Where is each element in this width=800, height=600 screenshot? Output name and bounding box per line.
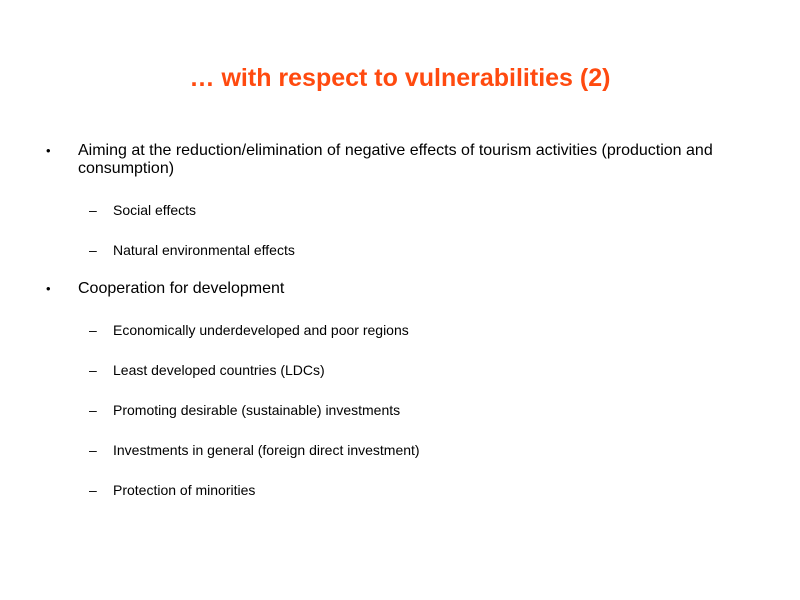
sub-bullet-text: Least developed countries (LDCs) — [113, 362, 325, 378]
sub-bullet-item — [89, 401, 769, 419]
sub-bullet-item — [89, 241, 769, 259]
sub-bullet-text: Social effects — [113, 202, 197, 218]
sub-bullet-text: Natural environmental effects — [113, 242, 295, 258]
sub-bullet-item — [89, 201, 769, 219]
sub-bullet-text: Investments in general (foreign direct investment) — [113, 442, 420, 458]
sub-bullet-text: Economically underdeveloped and poor regions — [113, 322, 409, 338]
bullet-icon: • — [46, 281, 51, 296]
dash-icon: – — [89, 242, 97, 258]
bullet-text: Cooperation for development — [78, 280, 285, 297]
dash-icon: – — [89, 362, 97, 378]
slide-title: … with respect to vulnerabilities (2) — [189, 64, 611, 92]
sub-bullet-text: Protection of minorities — [113, 482, 256, 498]
bullet-item — [46, 142, 766, 178]
sub-bullet-item — [89, 481, 769, 499]
dash-icon: – — [89, 322, 97, 338]
sub-bullet-item — [89, 441, 769, 459]
dash-icon: – — [89, 482, 97, 498]
sub-bullet-item — [89, 321, 769, 339]
bullet-text: Aiming at the reduction/elimination of negative effects of tourism activities (production and consumption) — [78, 142, 713, 177]
dash-icon: – — [89, 202, 97, 218]
sub-bullet-text: Promoting desirable (sustainable) investments — [113, 402, 401, 418]
sub-bullet-item — [89, 361, 769, 379]
dash-icon: – — [89, 402, 97, 418]
bullet-item — [46, 280, 766, 298]
bullet-icon: • — [46, 143, 51, 158]
dash-icon: – — [89, 442, 97, 458]
